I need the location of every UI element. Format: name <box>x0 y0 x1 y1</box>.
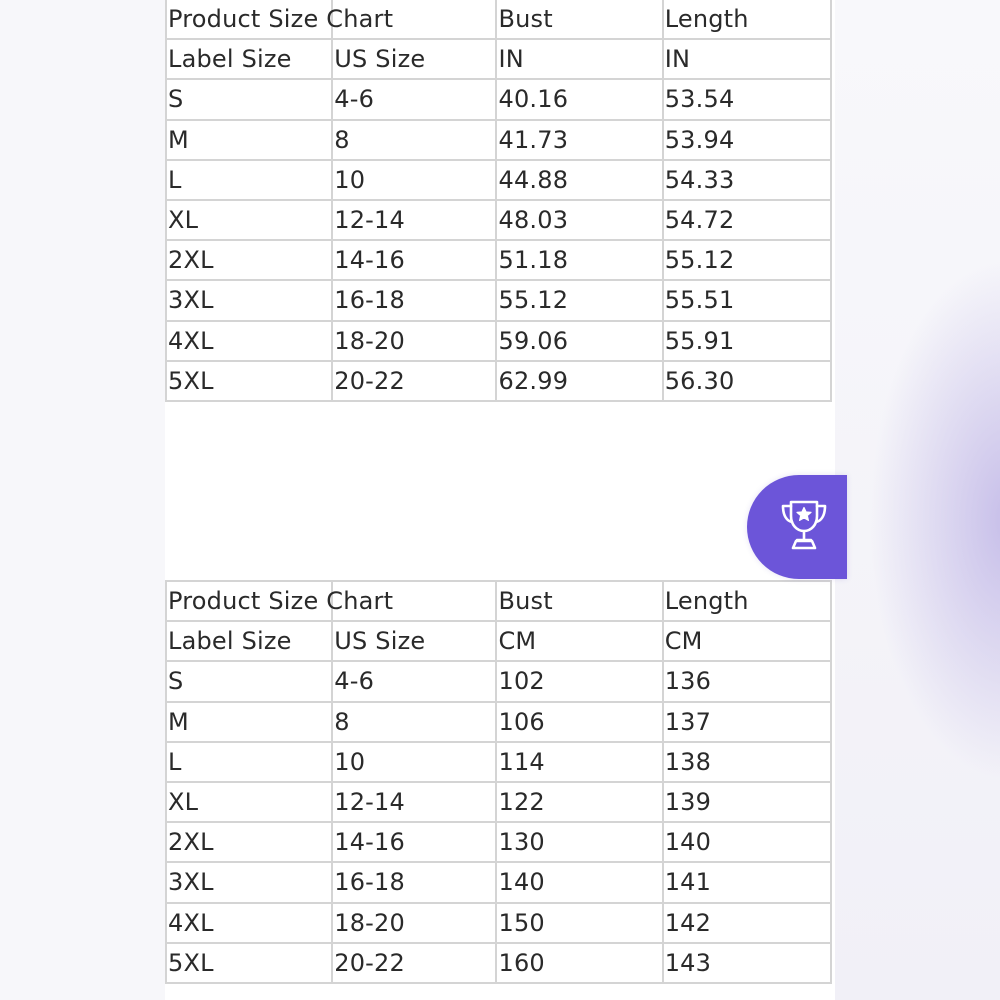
table-cell: 136 <box>663 661 831 701</box>
table-cell: IN <box>663 39 831 79</box>
table-cell: 137 <box>663 702 831 742</box>
table-cell: M <box>166 702 332 742</box>
table-cell: 14-16 <box>332 240 496 280</box>
table-cell: S <box>166 661 332 701</box>
table-cell: 20-22 <box>332 361 496 401</box>
left-gutter <box>0 0 165 1000</box>
table-cell: 41.73 <box>496 120 662 160</box>
table-cell: 18-20 <box>332 321 496 361</box>
table-row <box>166 160 831 200</box>
table-cell: 2XL <box>166 240 332 280</box>
table-cell: 122 <box>496 782 662 822</box>
table-row <box>166 79 831 119</box>
table-units-row <box>166 39 831 79</box>
table-cell: S <box>166 79 332 119</box>
table-cell: 51.18 <box>496 240 662 280</box>
table-cell: 150 <box>496 903 662 943</box>
table-row <box>166 661 831 701</box>
table-cell: 106 <box>496 702 662 742</box>
table-cell: 4-6 <box>332 661 496 701</box>
table-cell: 5XL <box>166 361 332 401</box>
table-cell: 55.12 <box>496 280 662 320</box>
table-units-row <box>166 621 831 661</box>
table-row <box>166 361 831 401</box>
table-cell: 54.72 <box>663 200 831 240</box>
table-cell: 4-6 <box>332 79 496 119</box>
table-row <box>166 862 831 902</box>
table-cell: Bust <box>496 581 662 621</box>
table-cell: XL <box>166 200 332 240</box>
table-cell: 55.51 <box>663 280 831 320</box>
table-cell: Length <box>663 0 831 39</box>
table-row <box>166 120 831 160</box>
table-cell: L <box>166 160 332 200</box>
table-cell: 20-22 <box>332 943 496 983</box>
table-cell: 114 <box>496 742 662 782</box>
table-cell: 140 <box>663 822 831 862</box>
table-cell: Product Size Chart <box>166 0 332 39</box>
size-chart-table-cm <box>165 580 832 984</box>
table-header-row <box>166 581 831 621</box>
table-cell: 10 <box>332 742 496 782</box>
table-row <box>166 240 831 280</box>
table-row <box>166 782 831 822</box>
table-cell: 12-14 <box>332 200 496 240</box>
table-cell: 16-18 <box>332 280 496 320</box>
size-chart-table-inches <box>165 0 832 402</box>
table-cell: 44.88 <box>496 160 662 200</box>
table-cell: 48.03 <box>496 200 662 240</box>
table-cell: 2XL <box>166 822 332 862</box>
table-row <box>166 742 831 782</box>
table-row <box>166 280 831 320</box>
table-row <box>166 200 831 240</box>
table-cell: 59.06 <box>496 321 662 361</box>
table-cell: 8 <box>332 120 496 160</box>
table-row <box>166 903 831 943</box>
table-cell: Label Size <box>166 621 332 661</box>
table-cell: 139 <box>663 782 831 822</box>
table-cell: 40.16 <box>496 79 662 119</box>
table-cell: M <box>166 120 332 160</box>
trophy-icon <box>779 498 829 556</box>
table-header-row <box>166 0 831 39</box>
table-row <box>166 702 831 742</box>
table-cell: 141 <box>663 862 831 902</box>
table-cell: 18-20 <box>332 903 496 943</box>
table-cell: 3XL <box>166 862 332 902</box>
table-cell: 53.94 <box>663 120 831 160</box>
table-cell: L <box>166 742 332 782</box>
table-cell: 102 <box>496 661 662 701</box>
table-cell: 5XL <box>166 943 332 983</box>
table-cell: 4XL <box>166 321 332 361</box>
table-cell: 160 <box>496 943 662 983</box>
table-cell: 55.91 <box>663 321 831 361</box>
table-row <box>166 943 831 983</box>
table-cell: 54.33 <box>663 160 831 200</box>
table-cell: US Size <box>332 39 496 79</box>
table-cell: 56.30 <box>663 361 831 401</box>
table-cell: 143 <box>663 943 831 983</box>
table-cell: 142 <box>663 903 831 943</box>
table-cell: XL <box>166 782 332 822</box>
table-cell: 130 <box>496 822 662 862</box>
table-cell: 3XL <box>166 280 332 320</box>
table-cell: Product Size Chart <box>166 581 332 621</box>
table-cell: Length <box>663 581 831 621</box>
table-cell: 62.99 <box>496 361 662 401</box>
table-cell: CM <box>663 621 831 661</box>
table-cell: 4XL <box>166 903 332 943</box>
table-row <box>166 321 831 361</box>
table-cell: Bust <box>496 0 662 39</box>
right-background <box>835 0 1000 1000</box>
table-cell: 140 <box>496 862 662 902</box>
table-cell: US Size <box>332 621 496 661</box>
table-cell: 14-16 <box>332 822 496 862</box>
table-cell: IN <box>496 39 662 79</box>
table-cell: 55.12 <box>663 240 831 280</box>
table-cell: 10 <box>332 160 496 200</box>
table-cell: Label Size <box>166 39 332 79</box>
table-cell: 138 <box>663 742 831 782</box>
size-chart-page <box>165 0 835 1000</box>
table-cell: 12-14 <box>332 782 496 822</box>
table-row <box>166 822 831 862</box>
rewards-button[interactable] <box>747 475 847 579</box>
table-cell: CM <box>496 621 662 661</box>
table-cell: 8 <box>332 702 496 742</box>
table-cell: 16-18 <box>332 862 496 902</box>
table-cell: 53.54 <box>663 79 831 119</box>
